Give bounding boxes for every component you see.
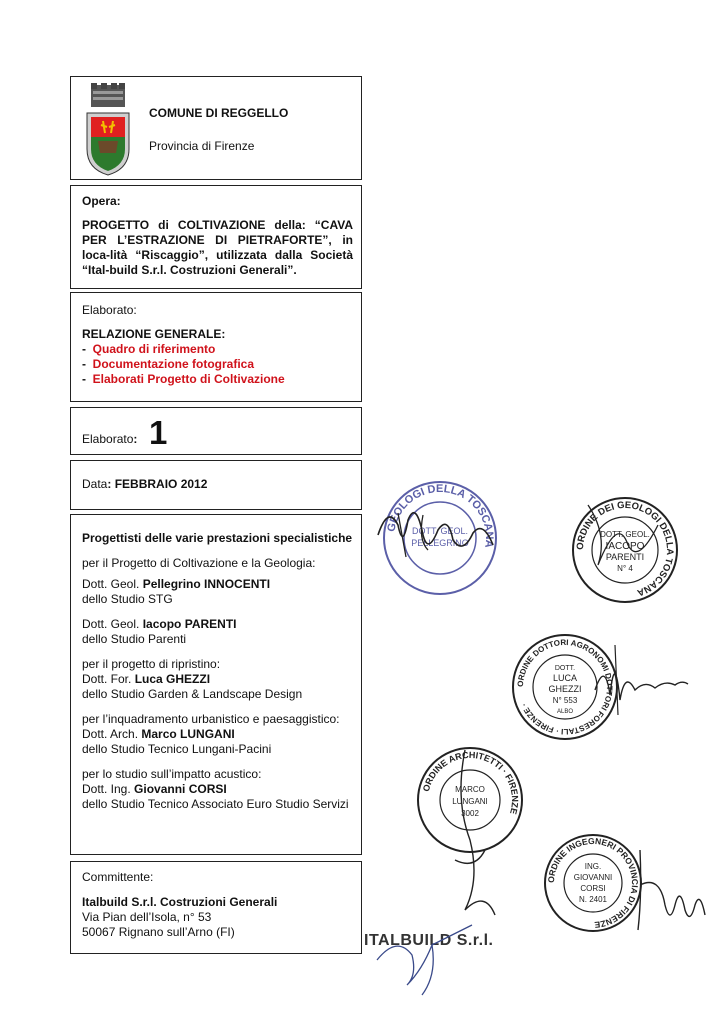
progettista-entry [82,556,355,607]
progettista-studio: dello Studio STG [82,592,173,606]
svg-text:IACOPO: IACOPO [605,541,645,552]
svg-text:N° 553: N° 553 [552,696,578,705]
elaborato-title: RELAZIONE GENERALE: [82,327,226,341]
svg-text:ORDINE DOTTORI AGRONOMI DOTTOR: ORDINE DOTTORI AGRONOMI DOTTORI FORESTALI · FIRENZE · [515,637,615,737]
signature-ghezzi [590,640,690,723]
committente-address: Via Pian dell’Isola, n° 53 [82,910,212,924]
progettisti-title: Progettisti delle varie prestazioni specialistiche [82,531,353,545]
progettista-studio: dello Studio Parenti [82,632,187,646]
svg-text:DOTT.: DOTT. [554,665,576,672]
svg-text:GHEZZI: GHEZZI [548,684,582,694]
progettista-studio: dello Studio Tecnico Lungani-Pacini [82,742,272,756]
progettisti-box [70,514,362,855]
svg-text:ORDINE DEI GEOLOGI DELLA TOSCA: ORDINE DEI GEOLOGI DELLA TOSCANA [574,499,676,599]
committente-box [70,861,362,954]
signature-italbuild [372,915,482,1003]
progettista-intro: per il progetto di ripristino: [82,657,221,671]
elaborato-label: Elaborato: [82,303,137,317]
elaborato-number-box [70,407,362,455]
signature-lungani [425,740,525,933]
progettista-entry [82,617,355,647]
opera-box [70,185,362,289]
progettista-name: Dott. Ing. Giovanni CORSI [82,782,227,796]
svg-text:ING.: ING. [584,862,602,871]
data-field: Data: FEBBRAIO 2012 [82,477,208,491]
signature-corsi [630,845,710,938]
opera-label: Opera: [82,194,121,208]
italbuild-stamp: ITALBUILD S.r.l. [364,932,494,949]
committente-name: Italbuild S.r.l. Costruzioni Generali [82,895,278,909]
elaborato-item: - Documentazione fotografica [82,357,255,371]
progettista-name: Dott. Geol. Iacopo PARENTI [82,617,237,631]
progettista-intro: per lo studio sull’impatto acustico: [82,767,262,781]
progettista-name: Dott. Arch. Marco LUNGANI [82,727,235,741]
ingegneri-stamp [543,833,643,933]
svg-text:3002: 3002 [461,809,479,818]
svg-text:ORDINE INGEGNERI PROVINCIA DI: ORDINE INGEGNERI PROVINCIA DI FIRENZE [545,835,641,931]
elaborato-number: 1 [149,414,168,451]
svg-text:N. 2401: N. 2401 [578,895,608,904]
svg-text:GEOLOGI DELLA TOSCANA: GEOLOGI DELLA TOSCANA [385,482,496,549]
progettista-name: Dott. Geol. Pellegrino INNOCENTI [82,577,271,591]
progettista-intro: per l’inquadramento urbanistico e paesaggistico: [82,712,340,726]
committente-label: Committente: [82,870,154,884]
progettista-studio: dello Studio Tecnico Associato Euro Studio Servizi [82,797,349,811]
progettista-entry [82,712,355,757]
svg-text:N° 4: N° 4 [617,564,633,573]
signature-innocenti [368,495,498,568]
data-box [70,460,362,510]
committente-city: 50067 Rignano sull’Arno (FI) [82,925,235,939]
progettista-intro: per il Progetto di Coltivazione e la Geologia: [82,556,316,570]
progettista-name: Dott. For. Luca GHEZZI [82,672,211,686]
svg-text:ORDINE ARCHITETTI · FIRENZE: ORDINE ARCHITETTI · FIRENZE [420,749,521,816]
elaborato-item: - Quadro di riferimento [82,342,216,356]
svg-text:PARENTI: PARENTI [605,552,645,562]
svg-text:CORSI: CORSI [580,884,606,893]
svg-text:DOTT. GEOL.: DOTT. GEOL. [600,530,650,539]
reggello-coat-of-arms-icon [83,81,133,177]
svg-text:LUCA: LUCA [552,673,578,683]
header-box [70,76,362,180]
elaborato-box [70,292,362,402]
elaborato-number-label: Elaborato: [82,432,138,446]
progettista-entry [82,657,355,702]
progettista-entry [82,767,355,812]
progettista-studio: dello Studio Garden & Landscape Design [82,687,303,701]
svg-text:PELLEGRINO: PELLEGRINO [411,538,469,548]
provincia-subtitle: Provincia di Firenze [149,139,255,153]
elaborato-item: - Elaborati Progetto di Coltivazione [82,372,285,386]
signature-parenti [548,495,668,578]
svg-text:GIOVANNI: GIOVANNI [573,873,613,882]
svg-text:MARCO: MARCO [455,785,485,794]
svg-text:DOTT. GEOL.: DOTT. GEOL. [411,526,469,536]
svg-text:LUNGANI: LUNGANI [452,797,488,806]
opera-text: PROGETTO di COLTIVAZIONE della: “CAVA PER L’ESTRAZIONE DI PIETRAFORTE”, in loca-lità “Riscaggio”, utilizzata dalla Società “Ital-build S.r.l. Costruzioni Generali”. [82,218,353,277]
svg-text:ALBO: ALBO [556,709,574,715]
comune-title: COMUNE DI REGGELLO [149,106,289,120]
